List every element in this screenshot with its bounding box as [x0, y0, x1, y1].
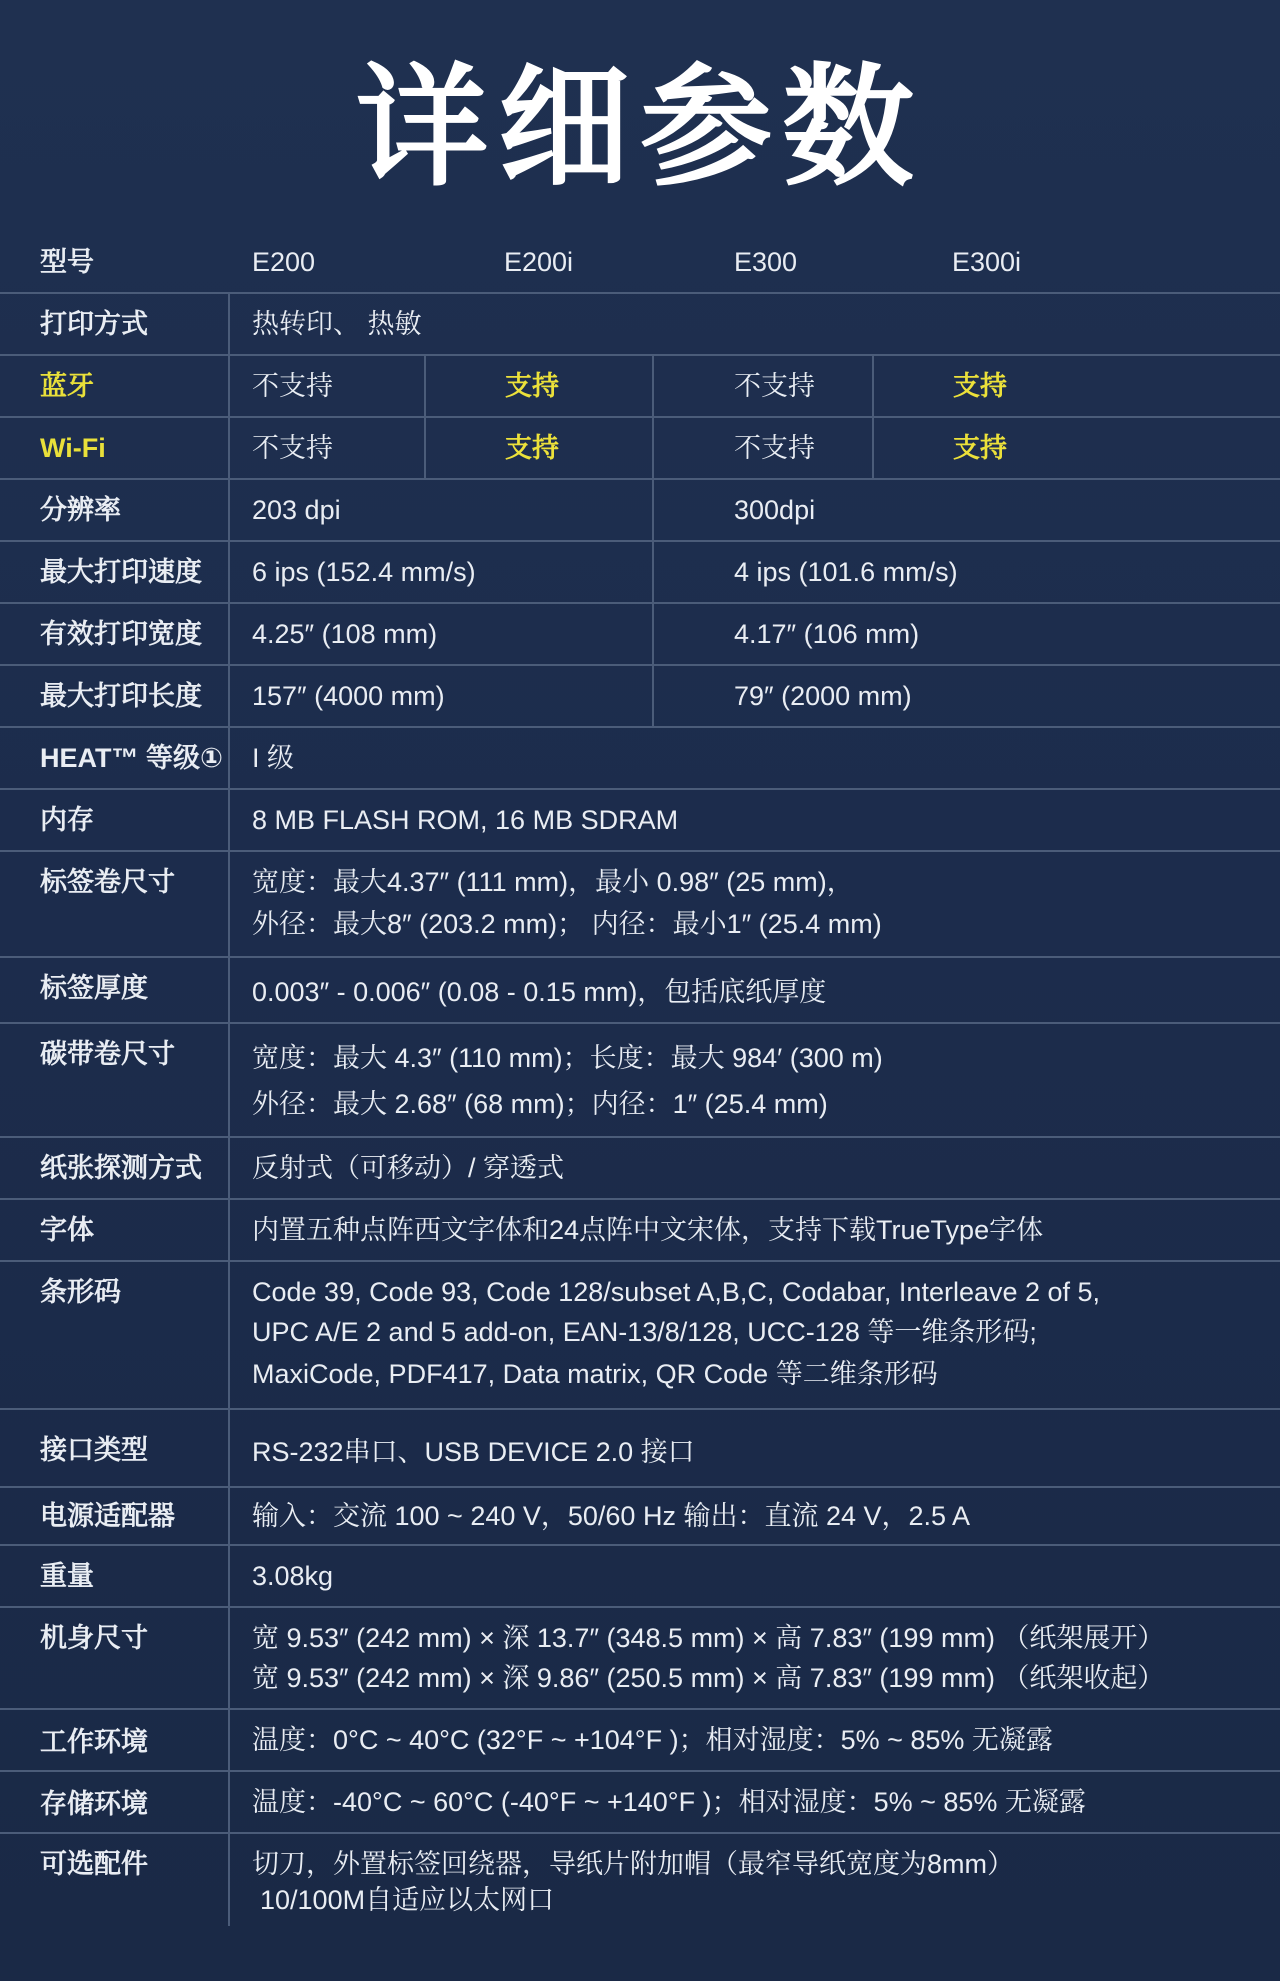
width-e200: 4.25″ (108 mm): [252, 619, 438, 649]
column-divider: [228, 1138, 230, 1198]
row-label: 字体: [40, 1215, 94, 1245]
row-value-line-2: 外径：最大 2.68″ (68 mm)；内径：1″ (25.4 mm): [252, 1089, 828, 1119]
column-divider: [228, 852, 230, 956]
row-label-roll: [0, 852, 1280, 958]
column-divider: [228, 666, 230, 726]
row-label: 蓝牙: [40, 371, 94, 401]
speed-e200: 6 ips (152.4 mm/s): [252, 557, 476, 587]
row-print-width: [0, 604, 1280, 666]
row-label: 最大打印长度: [40, 681, 202, 711]
row-value-line-1: 宽度：最大 4.3″ (110 mm)；长度：最大 984′ (300 m): [252, 1043, 883, 1073]
length-e200: 157″ (4000 mm): [252, 681, 445, 711]
row-interface: [0, 1410, 1280, 1488]
speed-e300: 4 ips (101.6 mm/s): [734, 557, 958, 587]
column-divider: [228, 542, 230, 602]
row-label: 重量: [40, 1561, 94, 1591]
row-storage-env: [0, 1772, 1280, 1834]
cell-divider: [872, 418, 874, 478]
row-label: 最大打印速度: [40, 557, 202, 587]
cell-divider: [872, 356, 874, 416]
column-divider: [228, 1262, 230, 1408]
row-value: 内置五种点阵西文字体和24点阵中文宋体，支持下载TrueType字体: [252, 1215, 1044, 1245]
row-dimensions: [0, 1608, 1280, 1710]
row-label: 标签卷尺寸: [40, 867, 175, 897]
column-divider: [228, 728, 230, 788]
row-label: 可选配件: [40, 1849, 148, 1879]
resolution-e300: 300dpi: [734, 495, 816, 525]
column-divider: [228, 418, 230, 478]
row-value: 8 MB FLASH ROM, 16 MB SDRAM: [252, 805, 679, 835]
page-title: 详细参数: [356, 51, 924, 205]
row-label: 机身尺寸: [40, 1623, 148, 1653]
bluetooth-e200i: 支持: [505, 371, 559, 401]
column-divider: [228, 480, 230, 540]
row-value-line-1: 宽 9.53″ (242 mm) × 深 13.7″ (348.5 mm) × 高 7.83″ (199 mm) （纸架展开）: [252, 1623, 1165, 1653]
model-header-row: [0, 232, 1280, 294]
row-label: 接口类型: [40, 1435, 148, 1465]
row-label: 工作环境: [40, 1727, 148, 1757]
column-divider: [228, 790, 230, 850]
row-label: 分辨率: [40, 495, 121, 525]
row-bluetooth: [0, 356, 1280, 418]
column-divider: [228, 356, 230, 416]
model-e200i: E200i: [504, 247, 574, 277]
row-label: 内存: [40, 805, 94, 835]
row-value-line-1: 切刀，外置标签回绕器，导纸片附加帽（最窄导纸宽度为8mm）: [252, 1849, 1014, 1879]
row-value: 0.003″ - 0.006″ (0.08 - 0.15 mm)，包括底纸厚度: [252, 977, 827, 1007]
row-label: HEAT™ 等级①: [40, 743, 223, 773]
row-label: 纸张探测方式: [40, 1153, 202, 1183]
row-weight: [0, 1546, 1280, 1608]
row-label: 有效打印宽度: [40, 619, 202, 649]
row-wifi: [0, 418, 1280, 480]
wifi-e200i: 支持: [505, 433, 559, 463]
row-value-line-3: MaxiCode, PDF417, Data matrix, QR Code 等二维条形码: [252, 1359, 938, 1389]
column-divider: [228, 1546, 230, 1606]
row-memory: [0, 790, 1280, 852]
row-print-method: [0, 294, 1280, 356]
column-divider: [228, 1024, 230, 1136]
column-divider: [228, 1488, 230, 1544]
wifi-e300: 不支持: [734, 433, 815, 463]
row-resolution: [0, 480, 1280, 542]
row-max-speed: [0, 542, 1280, 604]
row-power: [0, 1488, 1280, 1546]
row-label: 碳带卷尺寸: [40, 1039, 175, 1069]
row-value: 3.08kg: [252, 1561, 334, 1591]
column-divider: [228, 958, 230, 1022]
row-label-model: 型号: [40, 247, 94, 277]
row-value: 温度：-40°C ~ 60°C (-40°F ~ +140°F )；相对湿度：5% ~ 85% 无凝露: [252, 1787, 1086, 1817]
row-ribbon-roll: [0, 1024, 1280, 1138]
column-divider: [228, 1834, 230, 1926]
row-value: I 级: [252, 743, 295, 773]
row-value: 反射式（可移动）/ 穿透式: [252, 1153, 565, 1183]
column-divider: [228, 1200, 230, 1260]
column-divider: [228, 294, 230, 354]
bluetooth-e300: 不支持: [734, 371, 815, 401]
length-e300: 79″ (2000 mm): [734, 681, 912, 711]
cell-divider: [652, 666, 654, 726]
spec-table: [0, 232, 1280, 1926]
model-e300i: E300i: [952, 247, 1022, 277]
row-value-line-2: UPC A/E 2 and 5 add-on, EAN-13/8/128, UCC-128 等一维条形码;: [252, 1317, 1037, 1347]
model-e300: E300: [734, 247, 798, 277]
cell-divider: [652, 480, 654, 540]
row-label: 打印方式: [40, 309, 148, 339]
row-barcode: [0, 1262, 1280, 1410]
column-divider: [228, 1710, 230, 1770]
row-label: Wi-Fi: [40, 433, 106, 463]
row-label: 标签厚度: [40, 973, 148, 1003]
row-sensor: [0, 1138, 1280, 1200]
wifi-e300i: 支持: [953, 433, 1007, 463]
row-value-line-1: 宽度：最大4.37″ (111 mm)，最小 0.98″ (25 mm)，: [252, 867, 854, 897]
bluetooth-e200: 不支持: [252, 371, 333, 401]
cell-divider: [424, 418, 426, 478]
row-value: 温度：0°C ~ 40°C (32°F ~ +104°F )；相对湿度：5% ~ 85% 无凝露: [252, 1725, 1053, 1755]
cell-divider: [652, 356, 654, 416]
row-value-line-2: 10/100M自适应以太网口: [260, 1885, 555, 1915]
row-value: 输入：交流 100 ~ 240 V，50/60 Hz 输出：直流 24 V，2.5 A: [252, 1501, 971, 1531]
row-label: 条形码: [40, 1277, 121, 1307]
row-print-length: [0, 666, 1280, 728]
row-value: RS-232串口、USB DEVICE 2.0 接口: [252, 1437, 695, 1467]
row-label: 存储环境: [40, 1789, 148, 1819]
cell-divider: [652, 418, 654, 478]
row-value-line-2: 外径：最大8″ (203.2 mm)； 内径：最小1″ (25.4 mm): [252, 909, 882, 939]
row-accessories: [0, 1834, 1280, 1926]
column-divider: [228, 1608, 230, 1708]
row-value: 热转印、 热敏: [252, 309, 422, 339]
row-label-thickness: [0, 958, 1280, 1024]
resolution-e200: 203 dpi: [252, 495, 341, 525]
row-operating-env: [0, 1710, 1280, 1772]
column-divider: [228, 1410, 230, 1486]
cell-divider: [652, 604, 654, 664]
model-e200: E200: [252, 247, 316, 277]
cell-divider: [424, 356, 426, 416]
row-fonts: [0, 1200, 1280, 1262]
column-divider: [228, 1772, 230, 1832]
row-label: 电源适配器: [40, 1501, 175, 1531]
cell-divider: [652, 542, 654, 602]
row-heat: [0, 728, 1280, 790]
column-divider: [228, 604, 230, 664]
bluetooth-e300i: 支持: [953, 371, 1007, 401]
row-value-line-2: 宽 9.53″ (242 mm) × 深 9.86″ (250.5 mm) × 高 7.83″ (199 mm) （纸架收起）: [252, 1663, 1165, 1693]
wifi-e200: 不支持: [252, 433, 333, 463]
row-value-line-1: Code 39, Code 93, Code 128/subset A,B,C, Codabar, Interleave 2 of 5,: [252, 1277, 1101, 1307]
width-e300: 4.17″ (106 mm): [734, 619, 920, 649]
